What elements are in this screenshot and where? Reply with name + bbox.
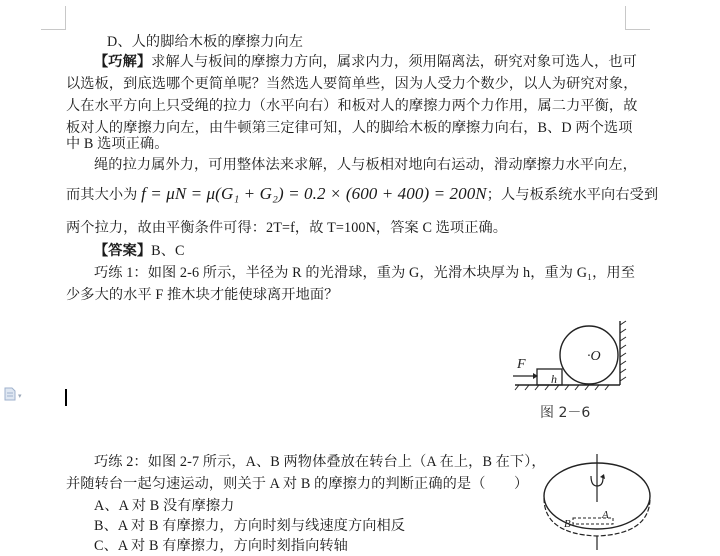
text-cursor (65, 389, 67, 406)
practice2-option-a: A、A 对 B 没有摩擦力 (94, 498, 235, 514)
practice1-line-2: 少多大的水平 F 推木块才能使球离开地面？ (66, 287, 339, 303)
svg-text:·O: ·O (587, 349, 601, 364)
explain-text-1: 求解人与板间的摩擦力方向，属求内力，须用隔离法，研究对象可选人，也可 (151, 54, 637, 70)
rope-line-1: 绳的拉力属外力，可用整体法来求解，人与板相对地向右运动，滑动摩擦力水平向左， (94, 157, 637, 173)
figure-2-7-diagram (540, 452, 655, 550)
svg-text:F: F (517, 357, 526, 372)
practice2-line-2: 并随转台一起匀速运动，则关于 A 对 B 的摩擦力的判断正确的是（ ） (66, 476, 529, 492)
practice2-line-1: 巧练 2：如图 2-7 所示，A、B 两物体叠放在转台上（A 在上，B 在下）， (94, 454, 546, 470)
explain-line-2: 以选板，到底选哪个更简单呢？当然选人要简单些，因为人受力个数少，以人为研究对象， (66, 76, 638, 92)
practice1-line-1: 巧练 1：如图 2-6 所示，半径为 R 的光滑球，重为 G，光滑木块厚为 h，重为 G₁，用至 (94, 265, 635, 281)
rope-prefix: 而其大小为 (66, 187, 138, 203)
explain-line-1 (94, 52, 637, 72)
friction-formula: f = μN = μ(G₁ + G₂) = 0.2 × (600 + 400) = 200N (141, 184, 487, 203)
rope-line-3: 两个拉力，故由平衡条件可得：2T=f，故 T=100N，答案 C 选项正确。 (66, 220, 508, 236)
explain-label: 【巧解】 (94, 54, 152, 70)
paragraph-layout-icon[interactable] (4, 387, 16, 401)
gutter-dropdown-caret-icon[interactable]: ▾ (18, 392, 22, 400)
rope-line-2 (66, 184, 658, 205)
page-corner-mark-top-left (41, 6, 66, 30)
explain-line-4: 板对人的摩擦力向左，由牛顿第三定律可知，人的脚给木板的摩擦力向右，B、D 两个选项 (66, 120, 633, 136)
rope-suffix: ；人与板系统水平向右受到 (486, 187, 659, 203)
option-d-text: D、人的脚给木板的摩擦力向左 (107, 34, 304, 50)
answer-line (94, 241, 185, 261)
answer-label: 【答案】 (94, 243, 152, 259)
figure-2-6-caption: 图 2－6 (540, 405, 591, 421)
svg-text:B: B (564, 518, 571, 530)
practice2-option-b: B、A 对 B 有摩擦力，方向时刻与线速度方向相反 (94, 518, 406, 534)
page-corner-mark-top-right (625, 6, 650, 30)
explain-line-3: 人在水平方向上只受绳的拉力（水平向右）和板对人的摩擦力两个力作用，属二力平衡，故 (66, 98, 638, 114)
practice2-option-c: C、A 对 B 有摩擦力，方向时刻指向转轴 (94, 538, 348, 554)
svg-text:h: h (551, 372, 557, 386)
svg-text:A: A (602, 509, 609, 521)
answer-value: B、C (151, 243, 185, 259)
explain-line-5: 中 B 选项正确。 (66, 136, 169, 152)
